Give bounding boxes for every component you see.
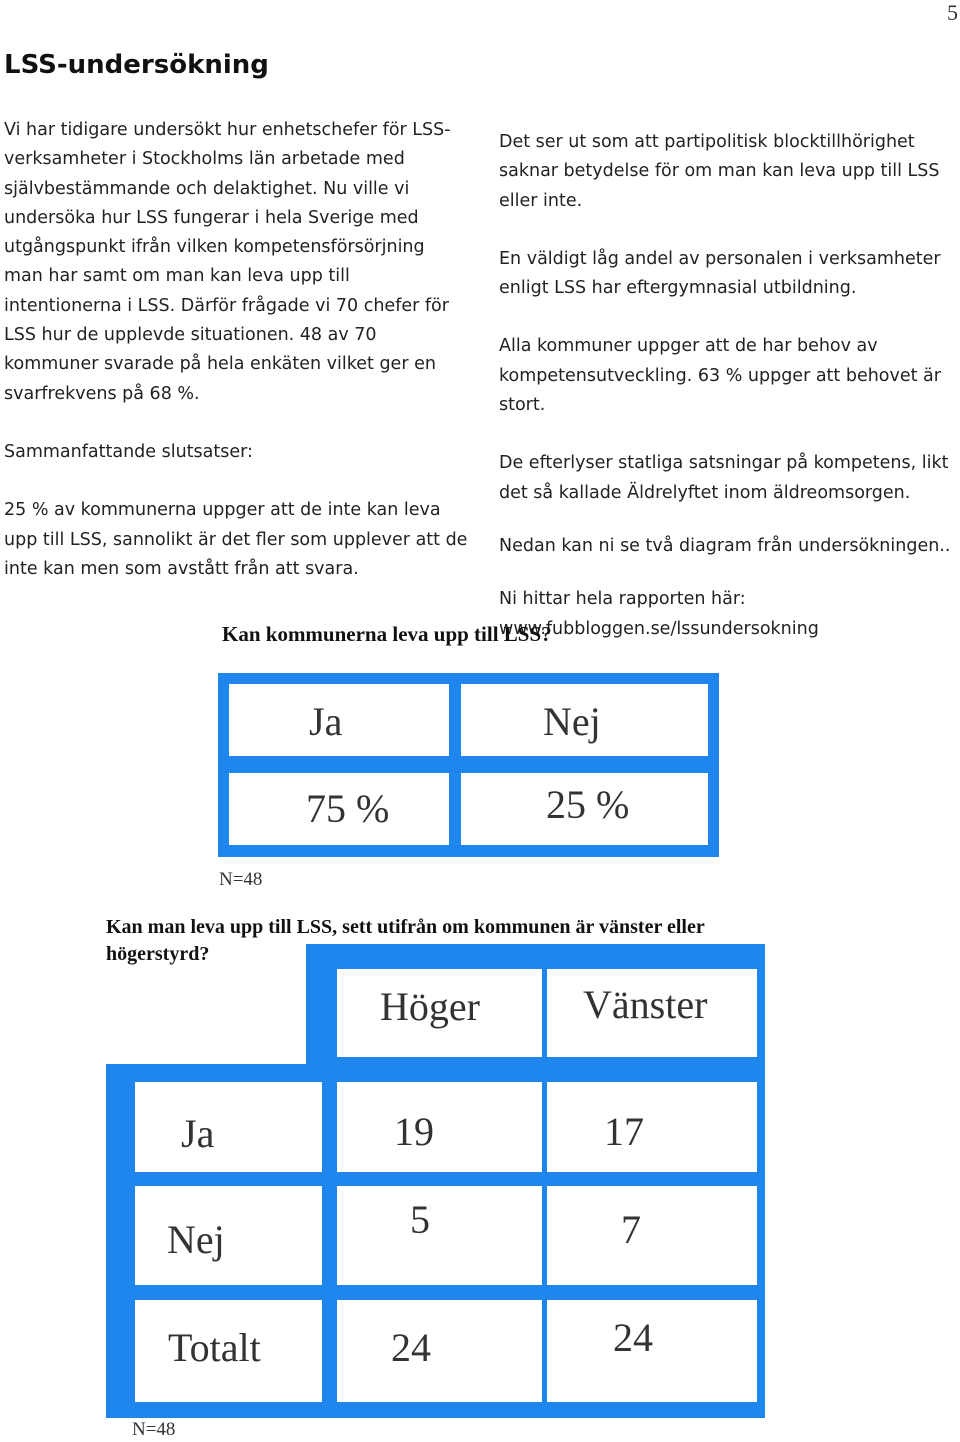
- table1-n-label: N=48: [219, 869, 263, 890]
- report-link-intro: Ni hittar hela rapporten här:: [499, 589, 746, 610]
- table2-row-nej-hoger: 5: [410, 1197, 430, 1242]
- table2-title: Kan man leva upp till LSS, sett utifrån om kommunen är vänster eller högerstyrd?: [106, 916, 705, 965]
- table2-row-ja-vanster: 17: [604, 1109, 644, 1154]
- table1-header-ja: Ja: [309, 699, 343, 744]
- page-number: 5: [947, 0, 958, 25]
- right-column: [499, 128, 957, 644]
- intro-paragraph: Vi har tidigare undersökt hur enhetschefer för LSS-verksamheter i Stockholms län arbetade med självbestämmande och delaktighet. Nu ville vi undersöka hur LSS fungerar i hela Sverige med utgångspunkt ifrån vilken kompetensförsörjning man har samt om man kan leva upp till intentionerna i LSS. Därför frågade vi 70 chefer för LSS hur de upplevde situationen. 48 av 70 kommuner svarade på hela enkäten vilket ger en svarfrekvens på 68 %.: [4, 120, 451, 404]
- table1-value-nej-cell: [461, 773, 708, 845]
- table2-row-nej-label-cell: [135, 1186, 322, 1285]
- table2-header-vanster-cell: [547, 969, 757, 1057]
- table2-header-vanster: Vänster: [583, 982, 708, 1027]
- table2-row-totalt-label: Totalt: [168, 1325, 261, 1370]
- table2: [106, 1064, 765, 1418]
- left-column: [4, 116, 469, 584]
- summary-paragraph: 25 % av kommunerna uppger att de inte kan leva upp till LSS, sannolikt är det fler som upplever att de inte kan men som avstått från att svara.: [4, 500, 468, 579]
- table2-row-totalt-vanster-cell: [547, 1300, 757, 1402]
- table2-n-label: N=48: [132, 1419, 176, 1440]
- table2-row-nej-vanster-cell: [547, 1186, 757, 1285]
- table2-row-nej-label: Nej: [167, 1217, 225, 1262]
- table1-header-nej-cell: [461, 684, 708, 756]
- table1-title: Kan kommunerna leva upp till LSS?: [222, 622, 552, 646]
- summary-heading: Sammanfattande slutsatser:: [4, 441, 253, 462]
- table2-row-ja-label: Ja: [181, 1111, 215, 1156]
- table1-value-ja: 75 %: [306, 786, 390, 831]
- right-paragraph-5: Nedan kan ni se två diagram från undersökningen..: [499, 535, 951, 556]
- table1-value-nej: 25 %: [546, 782, 630, 827]
- table2-row-ja-vanster-cell: [547, 1082, 757, 1172]
- table2-row-ja-label-cell: [135, 1082, 322, 1172]
- right-paragraph-1: Det ser ut som att partipolitisk blocktillhörighet saknar betydelse för om man kan leva upp till LSS eller inte.: [499, 132, 940, 211]
- right-paragraph-3: Alla kommuner uppger att de har behov av kompetensutveckling. 63 % uppger att behovet är stort.: [499, 336, 941, 416]
- table1-header-ja-cell: [229, 684, 449, 756]
- table1-header-nej: Nej: [543, 699, 601, 744]
- table2-row-totalt-hoger: 24: [391, 1325, 431, 1370]
- table1: [218, 673, 719, 857]
- page-title: LSS-undersökning: [4, 50, 269, 80]
- table2-row-totalt-hoger-cell: [337, 1300, 542, 1402]
- table2-header-hoger-cell: [337, 969, 542, 1057]
- table2-header-hoger: Höger: [380, 984, 480, 1029]
- table1-value-ja-cell: [229, 773, 449, 845]
- right-paragraph-2: En väldigt låg andel av personalen i verksamheter enligt LSS har eftergymnasial utbildning.: [499, 248, 941, 299]
- table2-row-totalt-vanster: 24: [613, 1315, 653, 1360]
- right-paragraph-4: De efterlyser statliga satsningar på kompetens, likt det så kallade Äldrelyftet inom äldreomsorgen.: [499, 453, 949, 503]
- table2-row-totalt-label-cell: [135, 1300, 322, 1402]
- table2-row-nej-vanster: 7: [621, 1207, 641, 1252]
- table2-row-nej-hoger-cell: [337, 1186, 542, 1285]
- table2-row-ja-hoger: 19: [394, 1109, 434, 1154]
- report-link-url[interactable]: www.fubbloggen.se/lssundersokning: [499, 618, 819, 639]
- report-link-paragraph: [499, 585, 957, 644]
- table2-row-ja-hoger-cell: [337, 1082, 542, 1172]
